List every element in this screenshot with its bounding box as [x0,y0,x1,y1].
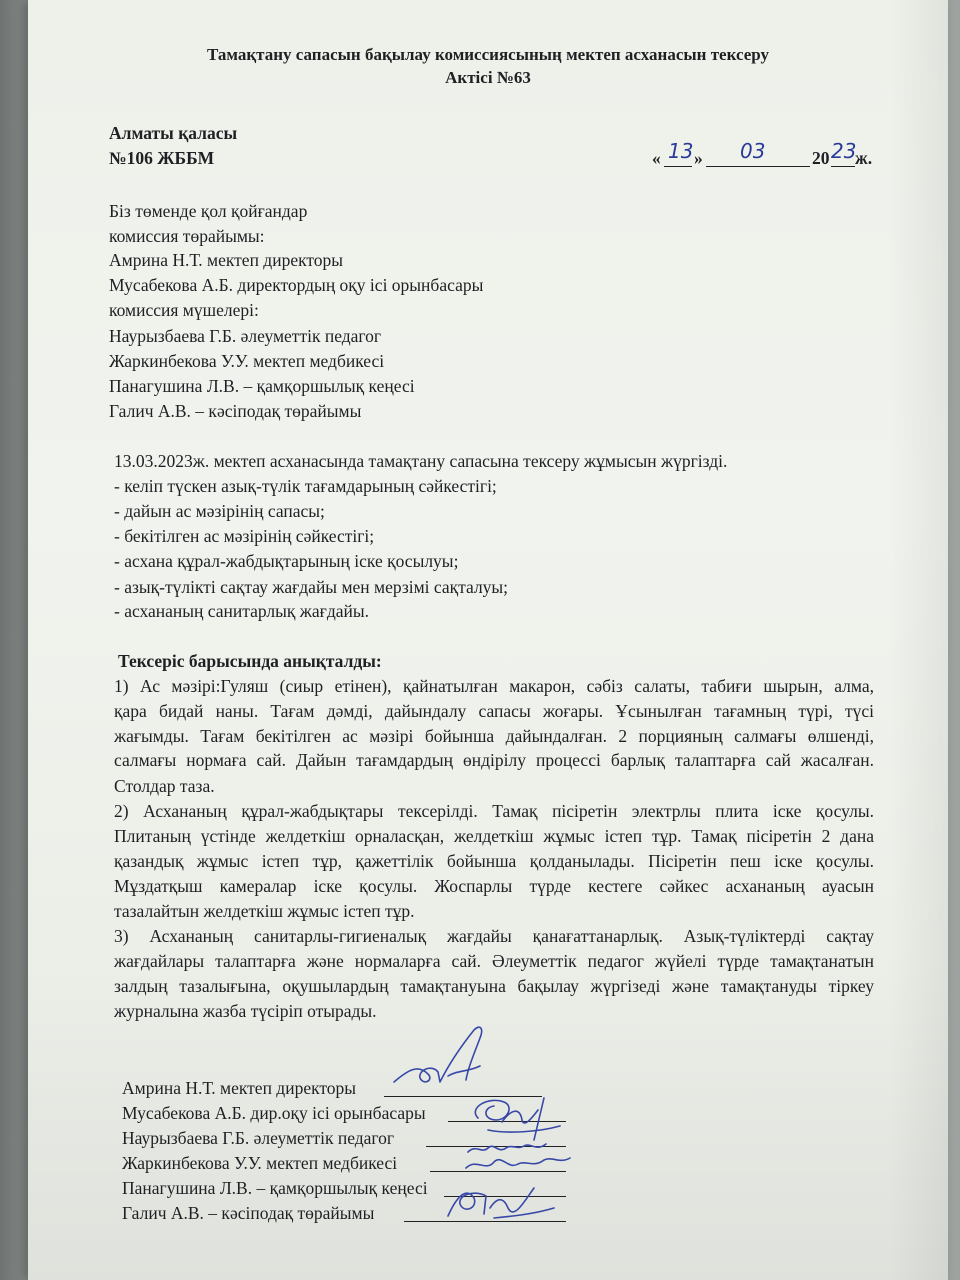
findings-line: тазалайтын желдеткіш жұмыс істеп тұр. [114,901,415,921]
signatory-label: Амрина Н.Т. мектеп директоры [122,1078,357,1098]
findings-line: журналына жазба түсіріп отырады. [114,1001,377,1021]
date-close-quote: » [694,148,703,168]
inspection-item: - азық-түлікті сақтау жағдайы мен мерзімі сақталуы; [114,577,509,597]
intro-line: Біз төменде қол қойғандар [109,201,308,221]
date-year-suffix: 23 [831,139,857,163]
year-underline [831,166,855,167]
inspection-item: - дайын ас мәзірінің сапасы; [114,501,325,521]
intro-line: Наурызбаева Г.Б. әлеуметтік педагог [109,326,382,346]
findings-heading: Тексеріс барысында анықталды: [118,651,382,671]
findings-line: жағдайлары талаптарға және нормаларға сай. Әлеуметтік педагог жүйелі түрде тамақтанатын [114,953,874,971]
intro-line: Панагушина Л.В. – қамқоршылық кеңесі [109,376,415,396]
inspection-item: - келіп түскен азық-түлік тағамдарының сәйкестігі; [114,476,497,496]
date-month: 03 [740,139,766,163]
inspection-intro: 13.03.2023ж. мектеп асханасында тамақтану сапасына тексеру жұмысын жүргізді. [114,451,728,471]
day-underline [664,166,692,167]
intro-line: Жаркинбекова У.У. мектеп медбикесі [109,351,385,371]
intro-line: комиссия төрайымы: [109,226,265,246]
findings-line: Мұздатқыш камералар іске қосулы. Жоспарлы түрде кестеге сәйкес асхананың ауасын [114,878,874,896]
date-year-unit: ж. [855,148,873,168]
month-underline [706,166,810,167]
date-open-quote: « [652,148,661,168]
signature-5 [434,1168,564,1228]
signatory-label: Галич А.В. – кәсіподақ төрайымы [122,1203,375,1223]
findings-line: жағымды. Тағам бекітілген ас мәзірі бойынша дайындалған. 2 порцияның салмағы өлшенді, [114,728,874,746]
findings-line: 3) Асхананың санитарлы-гигиеналық жағдайы қанағаттанарлық. Азық-түліктерді сақтау [114,928,874,946]
date-day: 13 [668,139,694,163]
findings-line: Плитаның үстінде желдеткіш орналасқан, желдеткіш жұмыс істеп тұр. Тамақ пісіретін 2 дана [114,828,874,846]
signatory-label: Мусабекова А.Б. дир.оқу ісі орынбасары [122,1103,426,1123]
intro-line: Галич А.В. – кәсіподақ төрайымы [109,401,362,421]
paper-sheet [28,0,948,1280]
findings-line: 1) Ас мәзірі:Гуляш (сиыр етінен), қайнатылған макарон, сәбіз салаты, табиғи шырын, алма, [114,678,874,696]
document-title: Тамақтану сапасын бақылау комиссиясының мектеп асханасын тексеру [206,45,769,64]
findings-line: қара бидай наны. Тағам дәмді, дайындалу сапасы жоғары. Ұсынылған тағамның түрі, түсі [114,703,874,721]
city: Алматы қаласы [109,123,238,143]
inspection-item: - асхана құрал-жабдықтарының іске қосылуы; [114,551,459,571]
findings-line: қазандық жұмыс істеп тұр, қажеттілік бойынша қолданылады. Пісіретін пеш іске қосулы. [114,853,874,871]
signatory-label: Панагушина Л.В. – қамқоршылық кеңесі [122,1178,428,1198]
date-year-prefix: 20 [812,148,830,168]
signatory-label: Наурызбаева Г.Б. әлеуметтік педагог [122,1128,395,1148]
school-name: №106 ЖББМ [109,148,215,168]
intro-line: Амрина Н.Т. мектеп директоры [109,250,344,270]
act-number: Актісі №63 [445,68,531,87]
findings-line: Столдар таза. [114,776,215,796]
inspection-item: - асхананың санитарлық жағдайы. [114,601,369,621]
intro-line: комиссия мүшелері: [109,300,259,320]
signatory-label: Жаркинбекова У.У. мектеп медбикесі [122,1153,398,1173]
findings-line: салмағы нормаға сай. Дайын тағамдардың өндірілу процессі барлық талаптарға сай жасалған. [114,752,874,770]
inspection-item: - бекітілген ас мәзірінің сәйкестігі; [114,526,375,546]
findings-line: залдың тазалығына, оқушылардың тамақтануына бақылау жүргізеді және тамақтануды тіркеу [114,978,874,996]
intro-line: Мусабекова А.Б. директордың оқу ісі орынбасары [109,275,484,295]
findings-line: 2) Асхананың құрал-жабдықтары тексерілді. Тамақ пісіретін электрлы плита іске қосулы. [114,803,874,821]
